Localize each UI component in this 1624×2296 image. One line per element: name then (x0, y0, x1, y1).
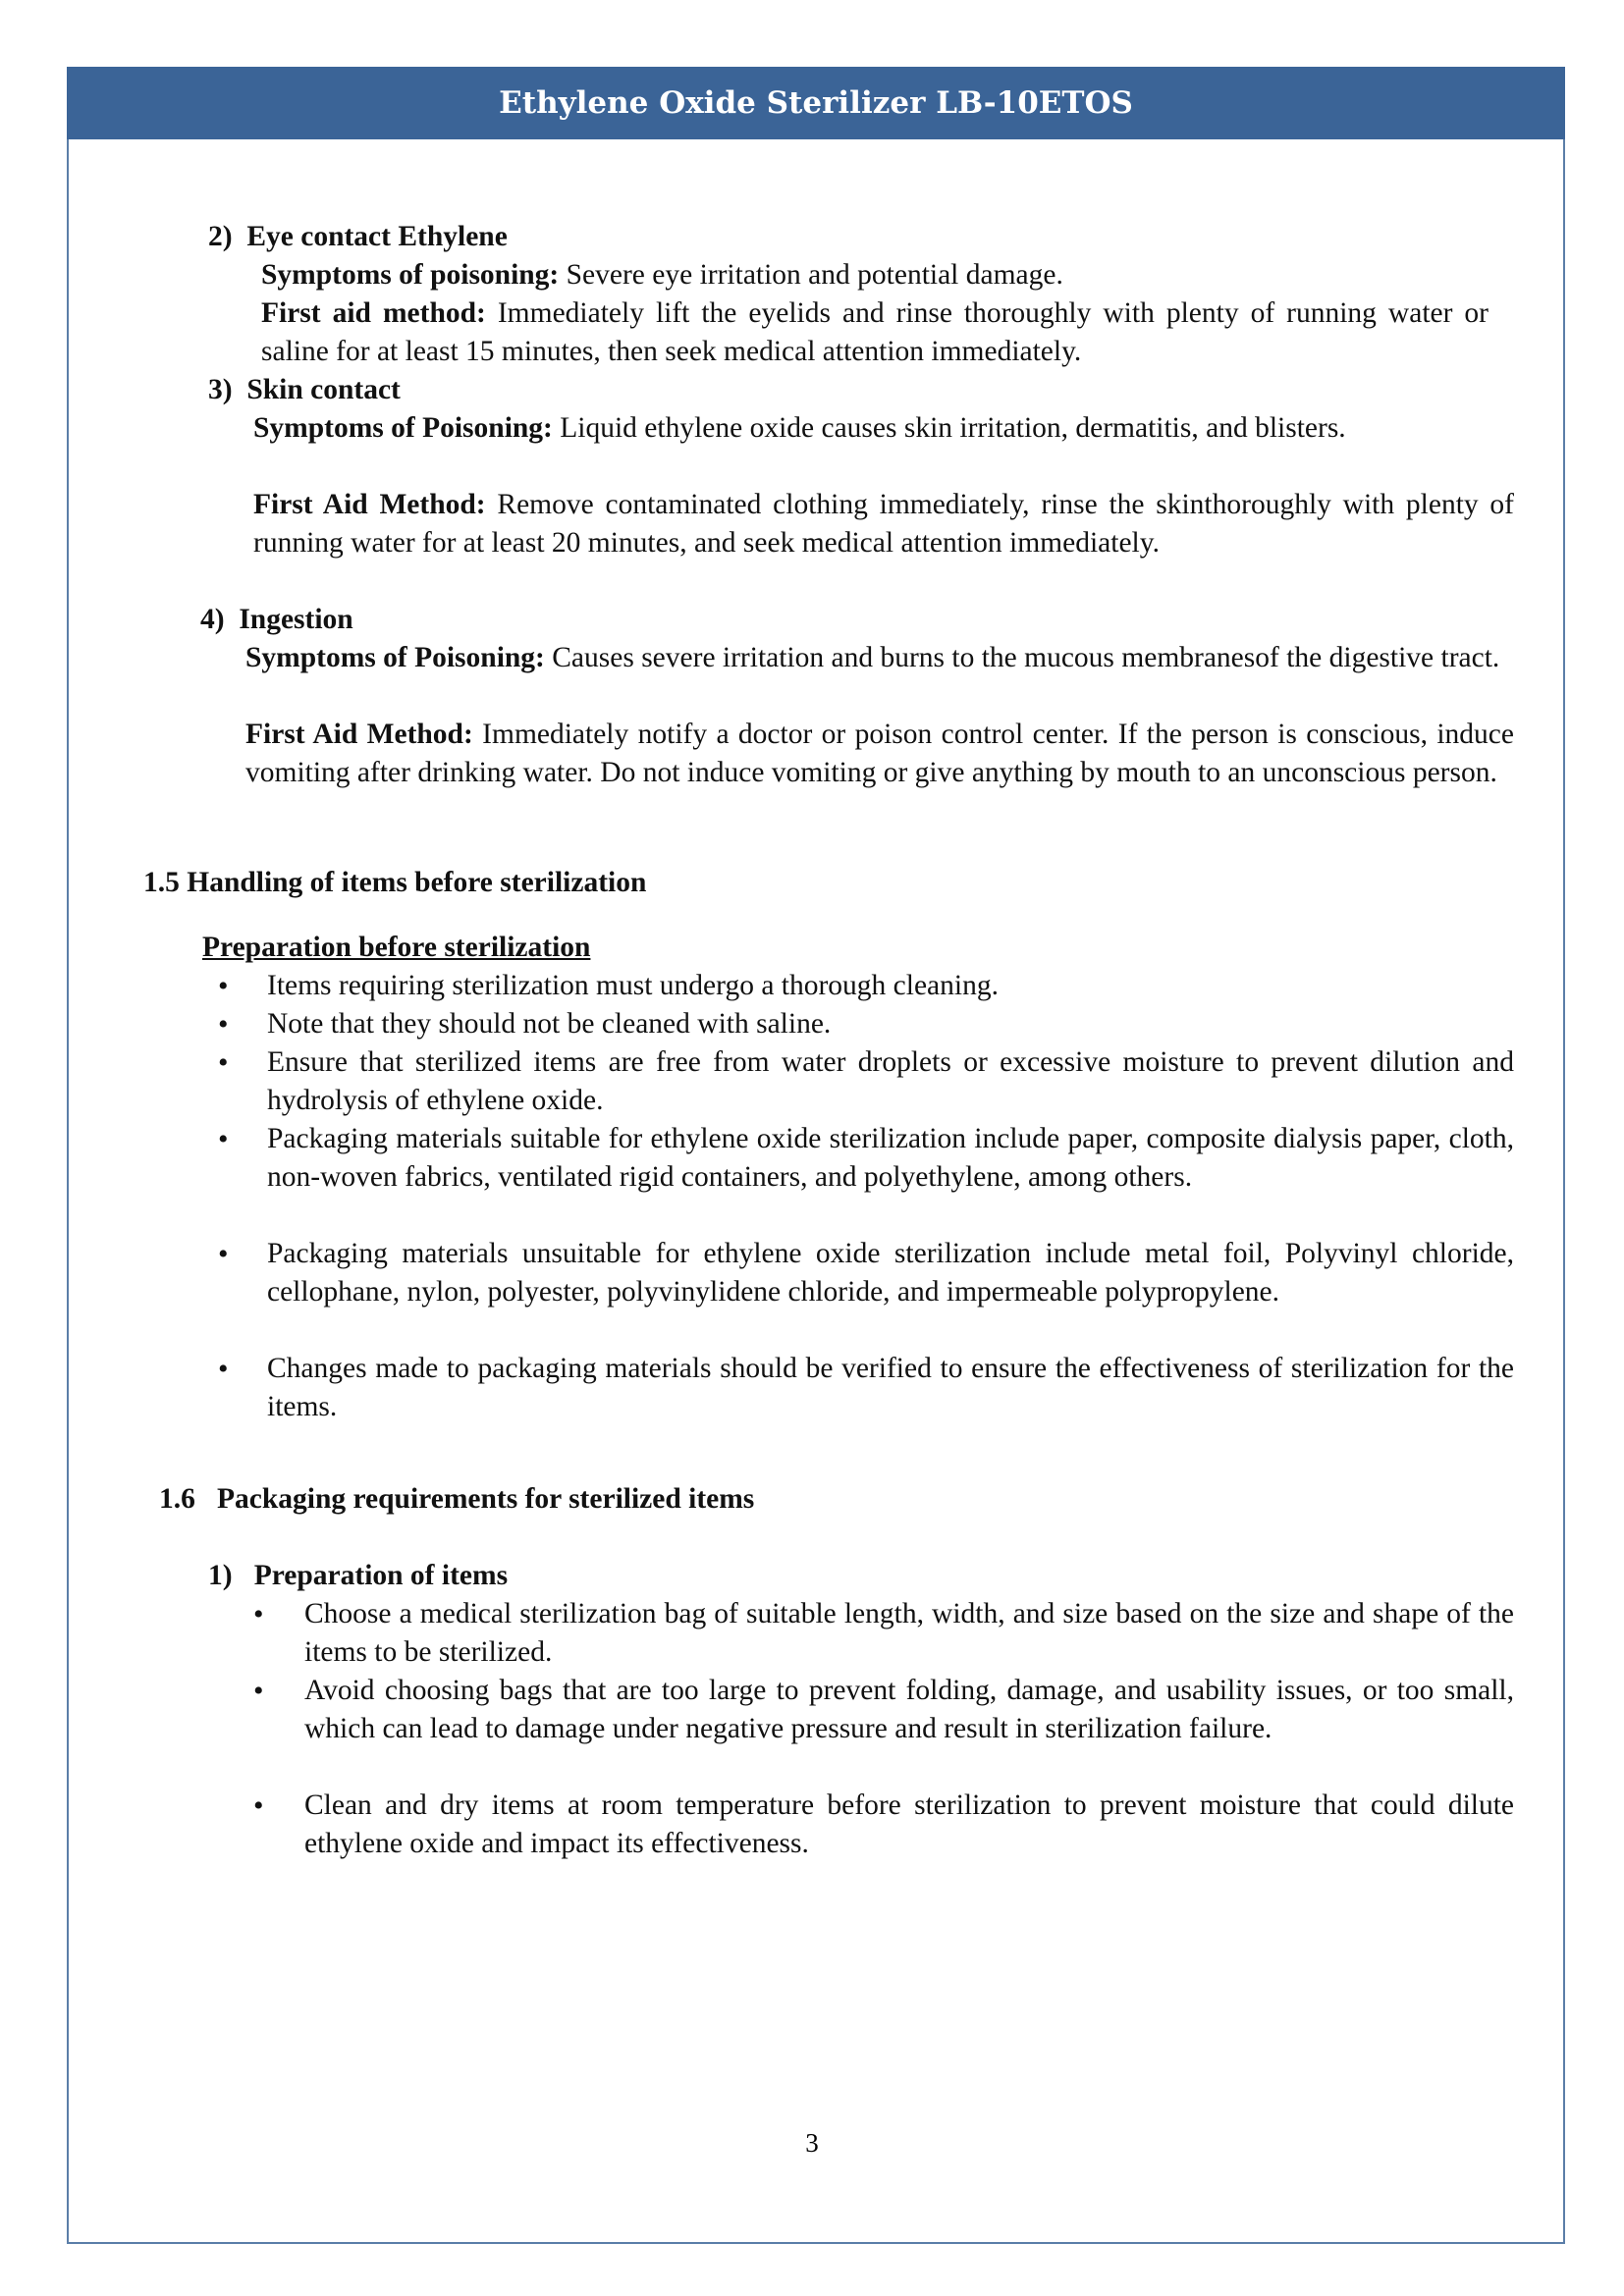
bullet-icon: • (218, 1353, 229, 1385)
entry-text: Causes severe irritation and burns to the mucous membranesof the digestive tract. (544, 642, 1500, 673)
list-item: • Items requiring sterilization must undergo a thorough cleaning. (218, 967, 1514, 1005)
document-title: Ethylene Oxide Sterilizer LB-10ETOS (499, 85, 1133, 121)
skin-first-aid (253, 486, 1514, 562)
section-title-1-5: 1.5 Handling of items before sterilization (143, 867, 647, 898)
bullet-icon: • (218, 970, 229, 1002)
item-heading-text: Eye contact Ethylene (246, 221, 508, 252)
item-heading-text: Skin contact (246, 374, 401, 405)
eye-symptoms (261, 256, 1489, 294)
list-item: • Choose a medical sterilization bag of suitable length, width, and size based on the size and shape of the items to be sterilized. (253, 1595, 1514, 1672)
bullet-icon: • (253, 1598, 264, 1630)
entry-label: Symptoms of Poisoning: (253, 412, 553, 444)
list-item: • Clean and dry items at room temperature before sterilization to prevent moisture that could dilute ethylene oxide and impact its effectiveness. (253, 1787, 1514, 1863)
ingestion-first-aid (245, 716, 1514, 792)
page-number: 3 (805, 2128, 819, 2158)
entry-label: First aid method: (261, 297, 486, 329)
list-item: • Ensure that sterilized items are free from water droplets or excessive moisture to prevent dilution and hydrolysis of ethylene oxide. (218, 1043, 1514, 1120)
item-number: 4) (200, 604, 225, 635)
list-item: • Avoid choosing bags that are too large to prevent folding, damage, and usability issues, or too small, which can lead to damage under negative pressure and result in sterilization failure. (253, 1672, 1514, 1748)
list-item: • Note that they should not be cleaned with saline. (218, 1005, 1514, 1043)
item-heading-eye-contact (208, 218, 508, 256)
page-header (67, 67, 1565, 139)
bullet-icon: • (218, 1008, 229, 1041)
item-heading-ingestion (200, 601, 353, 639)
entry-label: Symptoms of poisoning: (261, 259, 560, 291)
bullet-icon: • (218, 1123, 229, 1155)
entry-label: First Aid Method: (253, 489, 486, 520)
entry-text: Severe eye irritation and potential damage. (559, 259, 1063, 291)
section-subheading: Preparation before sterilization (202, 932, 591, 963)
list-item: • Packaging materials suitable for ethylene oxide sterilization include paper, composite dialysis paper, cloth, non-woven fabrics, ventilated rigid containers, and polyethylene, among others. (218, 1120, 1514, 1197)
bullet-icon: • (218, 1238, 229, 1270)
list-item: • Changes made to packaging materials should be verified to ensure the effectiveness of sterilization for the items. (218, 1350, 1514, 1426)
entry-text: Remove contaminated clothing immediately, rinse the skinthoroughly with plenty of running water for at least 20 minutes, and seek medical attention immediately. (253, 489, 1514, 559)
bullet-icon: • (218, 1046, 229, 1079)
section-title-1-6: 1.6 Packaging requirements for sterilized items (159, 1483, 755, 1515)
bullet-icon: • (253, 1789, 264, 1822)
item-heading-skin-contact (208, 371, 401, 409)
skin-symptoms (253, 409, 1514, 448)
entry-text: Liquid ethylene oxide causes skin irritation, dermatitis, and blisters. (552, 412, 1346, 444)
bullet-icon: • (253, 1675, 264, 1707)
item-number: 2) (208, 221, 233, 252)
item-number: 3) (208, 374, 233, 405)
entry-text: Immediately lift the eyelids and rinse thoroughly with plenty of running water or saline for at least 15 minutes, then seek medical attention immediately. (261, 297, 1489, 367)
subsection-preparation-of-items: 1) Preparation of items (208, 1560, 509, 1591)
entry-label: Symptoms of Poisoning: (245, 642, 545, 673)
eye-first-aid (261, 294, 1489, 371)
item-heading-text: Ingestion (239, 604, 353, 635)
list-item: • Packaging materials unsuitable for ethylene oxide sterilization include metal foil, Polyvinyl chloride, cellophane, nylon, polyester, polyvinylidene chloride, and impermeable polypropylene. (218, 1235, 1514, 1311)
ingestion-symptoms (245, 639, 1514, 677)
entry-label: First Aid Method: (245, 719, 473, 750)
entry-text: Immediately notify a doctor or poison control center. If the person is conscious, induce vomiting after drinking water. Do not induce vomiting or give anything by mouth to an unconscious person. (245, 719, 1514, 788)
